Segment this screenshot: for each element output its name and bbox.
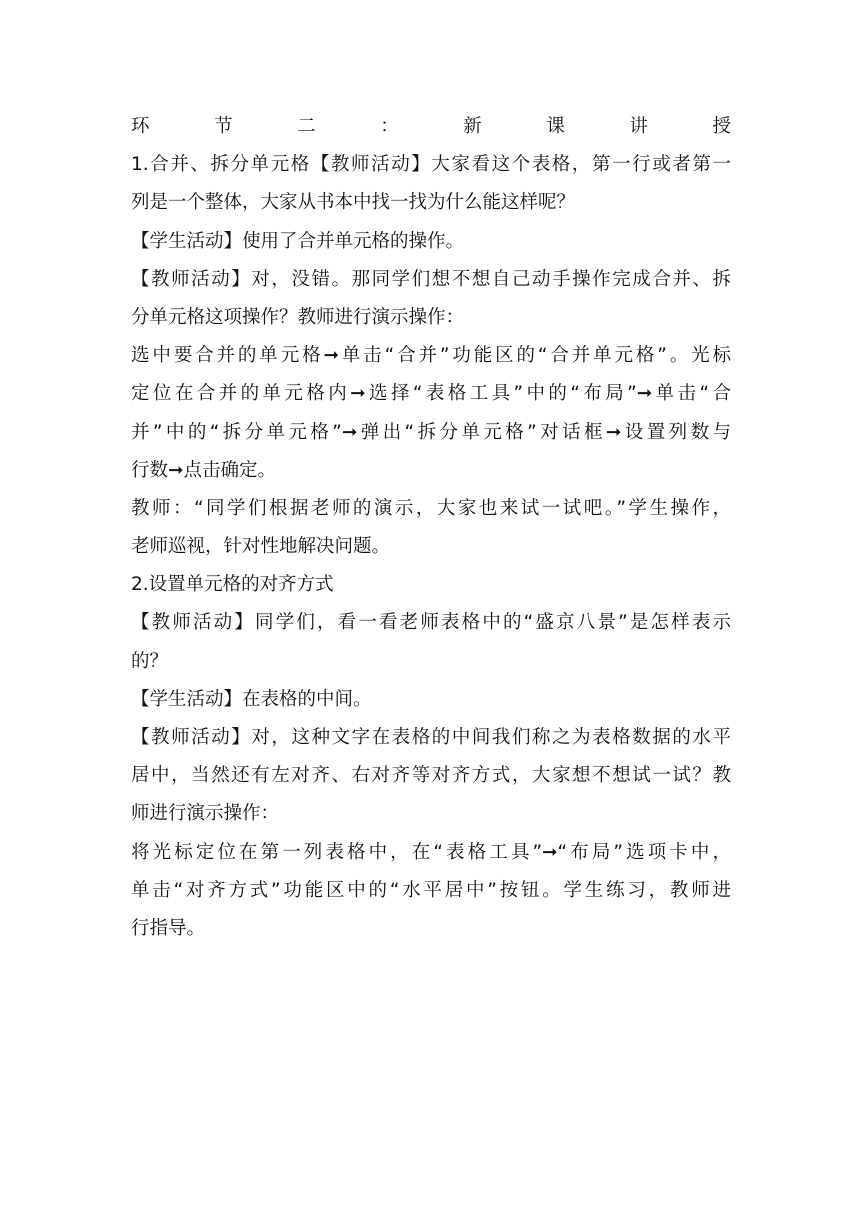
paragraph-line: 【教师活动】对，没错。那同学们想不想自己动手操作完成合并、拆	[131, 268, 731, 290]
paragraph-line: 【教师活动】对，这种文字在表格的中间我们称之为表格数据的水平	[131, 727, 731, 748]
paragraph-line: 将光标定位在第一列表格中，在“表格工具”➞“布局”选项卡中，	[131, 841, 731, 863]
paragraph-line: 行数➞点击确定。	[131, 459, 277, 481]
paragraph-line: 的？	[131, 650, 169, 672]
paragraph-line: 老师巡视，针对性地解决问题。	[131, 536, 391, 558]
paragraph-line: 【学生活动】在表格的中间。	[131, 688, 372, 710]
subsection-heading: 2.设置单元格的对齐方式	[131, 574, 334, 596]
paragraph-line: 列是一个整体，大家从书本中找一找为什么能这样呢？	[131, 192, 576, 214]
paragraph-line: 【教师活动】同学们，看一看老师表格中的“盛京八景”是怎样表示	[131, 612, 731, 634]
paragraph-line: 选中要合并的单元格➞单击“合并”功能区的“合并单元格”。光标	[131, 345, 731, 367]
paragraph-line: 1.合并、拆分单元格【教师活动】大家看这个表格，第一行或者第一	[131, 154, 731, 176]
document-body	[131, 108, 731, 948]
paragraph-line: 并”中的“拆分单元格”➞弹出“拆分单元格”对话框➞设置列数与	[131, 421, 731, 443]
paragraph-line: 教师：“同学们根据老师的演示，大家也来试一试吧。”学生操作，	[131, 497, 731, 519]
section-heading: 环节二：新课讲授	[131, 116, 731, 137]
paragraph-line: 单击“对齐方式”功能区中的“水平居中”按钮。学生练习，教师进	[131, 879, 731, 901]
paragraph-line: 定位在合并的单元格内➞选择“表格工具”中的“布局”➞单击“合	[131, 383, 731, 405]
paragraph-line: 师进行演示操作：	[131, 803, 280, 825]
paragraph-line: 行指导。	[131, 917, 206, 939]
paragraph-line: 分单元格这项操作？教师进行演示操作：	[131, 306, 465, 328]
paragraph-line: 【学生活动】使用了合并单元格的操作。	[131, 230, 465, 252]
paragraph-line: 居中，当然还有左对齐、右对齐等对齐方式，大家想不想试一试？教	[131, 765, 731, 787]
